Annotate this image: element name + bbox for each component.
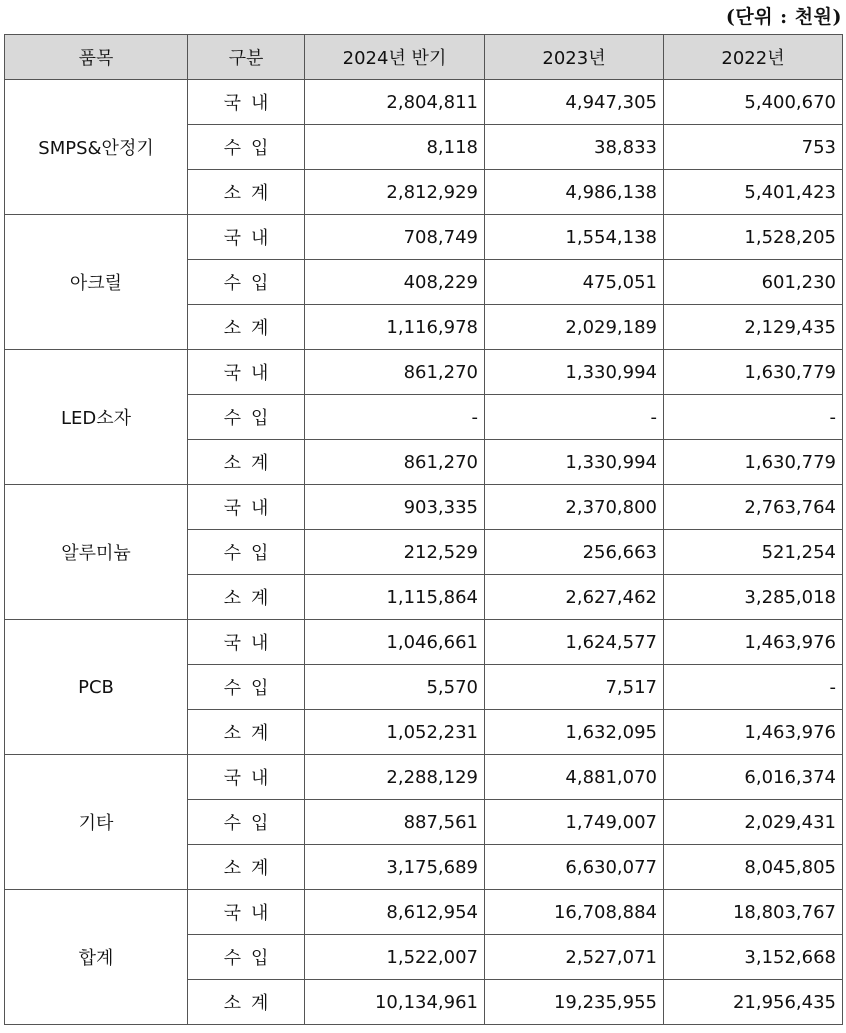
value-cell: 3,152,668 — [664, 935, 843, 980]
value-cell: 1,463,976 — [664, 620, 843, 665]
value-cell: 21,956,435 — [664, 980, 843, 1025]
value-cell: 1,463,976 — [664, 710, 843, 755]
value-cell: 18,803,767 — [664, 890, 843, 935]
value-cell: 8,118 — [305, 125, 485, 170]
value-cell: 5,400,670 — [664, 80, 843, 125]
category-cell: 국내 — [188, 620, 305, 665]
category-cell: 소계 — [188, 305, 305, 350]
value-cell: 1,330,994 — [485, 350, 664, 395]
value-cell: - — [305, 395, 485, 440]
category-cell: 수입 — [188, 125, 305, 170]
value-cell: 1,749,007 — [485, 800, 664, 845]
value-cell: 19,235,955 — [485, 980, 664, 1025]
category-cell: 국내 — [188, 485, 305, 530]
value-cell: 2,029,189 — [485, 305, 664, 350]
value-cell: 2,812,929 — [305, 170, 485, 215]
value-cell: 887,561 — [305, 800, 485, 845]
category-cell: 소계 — [188, 710, 305, 755]
table-row — [5, 80, 843, 125]
item-name-cell: 합계 — [5, 890, 188, 1025]
value-cell: 4,881,070 — [485, 755, 664, 800]
item-name-cell: 기타 — [5, 755, 188, 890]
value-cell: 408,229 — [305, 260, 485, 305]
category-cell: 소계 — [188, 575, 305, 620]
category-cell: 국내 — [188, 755, 305, 800]
table-body — [5, 80, 843, 1025]
value-cell: - — [664, 395, 843, 440]
value-cell: 1,624,577 — [485, 620, 664, 665]
value-cell: 521,254 — [664, 530, 843, 575]
table-row — [5, 215, 843, 260]
value-cell: 2,129,435 — [664, 305, 843, 350]
value-cell: 1,522,007 — [305, 935, 485, 980]
value-cell: 4,986,138 — [485, 170, 664, 215]
value-cell: 2,370,800 — [485, 485, 664, 530]
value-cell: 903,335 — [305, 485, 485, 530]
header-category: 구분 — [188, 35, 305, 80]
category-cell: 수입 — [188, 935, 305, 980]
value-cell: 753 — [664, 125, 843, 170]
header-row — [5, 35, 843, 80]
value-cell: 1,330,994 — [485, 440, 664, 485]
value-cell: 861,270 — [305, 350, 485, 395]
table-row — [5, 485, 843, 530]
value-cell: 38,833 — [485, 125, 664, 170]
table-row — [5, 755, 843, 800]
value-cell: 1,052,231 — [305, 710, 485, 755]
category-cell: 소계 — [188, 980, 305, 1025]
value-cell: 1,115,864 — [305, 575, 485, 620]
value-cell: 7,517 — [485, 665, 664, 710]
value-cell: 3,175,689 — [305, 845, 485, 890]
value-cell: 1,116,978 — [305, 305, 485, 350]
value-cell: 861,270 — [305, 440, 485, 485]
category-cell: 수입 — [188, 665, 305, 710]
category-cell: 수입 — [188, 800, 305, 845]
value-cell: 8,612,954 — [305, 890, 485, 935]
value-cell: 6,630,077 — [485, 845, 664, 890]
category-cell: 소계 — [188, 170, 305, 215]
category-cell: 수입 — [188, 530, 305, 575]
table-row — [5, 890, 843, 935]
item-name-cell: SMPS&안정기 — [5, 80, 188, 215]
value-cell: 212,529 — [305, 530, 485, 575]
item-name-cell: LED소자 — [5, 350, 188, 485]
value-cell: 4,947,305 — [485, 80, 664, 125]
table-row — [5, 620, 843, 665]
header-2024-half: 2024년 반기 — [305, 35, 485, 80]
value-cell: 2,288,129 — [305, 755, 485, 800]
category-cell: 국내 — [188, 890, 305, 935]
header-2022: 2022년 — [664, 35, 843, 80]
value-cell: 2,627,462 — [485, 575, 664, 620]
value-cell: 5,570 — [305, 665, 485, 710]
unit-label: (단위 : 천원) — [725, 6, 842, 28]
item-name-cell: PCB — [5, 620, 188, 755]
category-cell: 국내 — [188, 350, 305, 395]
value-cell: - — [485, 395, 664, 440]
value-cell: 1,046,661 — [305, 620, 485, 665]
value-cell: 708,749 — [305, 215, 485, 260]
value-cell: - — [664, 665, 843, 710]
value-cell: 16,708,884 — [485, 890, 664, 935]
category-cell: 국내 — [188, 215, 305, 260]
item-name-cell: 알루미늄 — [5, 485, 188, 620]
value-cell: 3,285,018 — [664, 575, 843, 620]
category-cell: 국내 — [188, 80, 305, 125]
value-cell: 1,630,779 — [664, 350, 843, 395]
value-cell: 8,045,805 — [664, 845, 843, 890]
value-cell: 1,554,138 — [485, 215, 664, 260]
header-2023: 2023년 — [485, 35, 664, 80]
category-cell: 소계 — [188, 440, 305, 485]
category-cell: 수입 — [188, 260, 305, 305]
value-cell: 2,804,811 — [305, 80, 485, 125]
value-cell: 10,134,961 — [305, 980, 485, 1025]
value-cell: 2,029,431 — [664, 800, 843, 845]
value-cell: 475,051 — [485, 260, 664, 305]
value-cell: 1,528,205 — [664, 215, 843, 260]
header-item: 품목 — [5, 35, 188, 80]
value-cell: 256,663 — [485, 530, 664, 575]
category-cell: 수입 — [188, 395, 305, 440]
category-cell: 소계 — [188, 845, 305, 890]
value-cell: 1,630,779 — [664, 440, 843, 485]
table-row — [5, 350, 843, 395]
value-cell: 2,763,764 — [664, 485, 843, 530]
value-cell: 1,632,095 — [485, 710, 664, 755]
value-cell: 5,401,423 — [664, 170, 843, 215]
value-cell: 6,016,374 — [664, 755, 843, 800]
value-cell: 2,527,071 — [485, 935, 664, 980]
purchase-table — [4, 34, 843, 1025]
item-name-cell: 아크릴 — [5, 215, 188, 350]
value-cell: 601,230 — [664, 260, 843, 305]
